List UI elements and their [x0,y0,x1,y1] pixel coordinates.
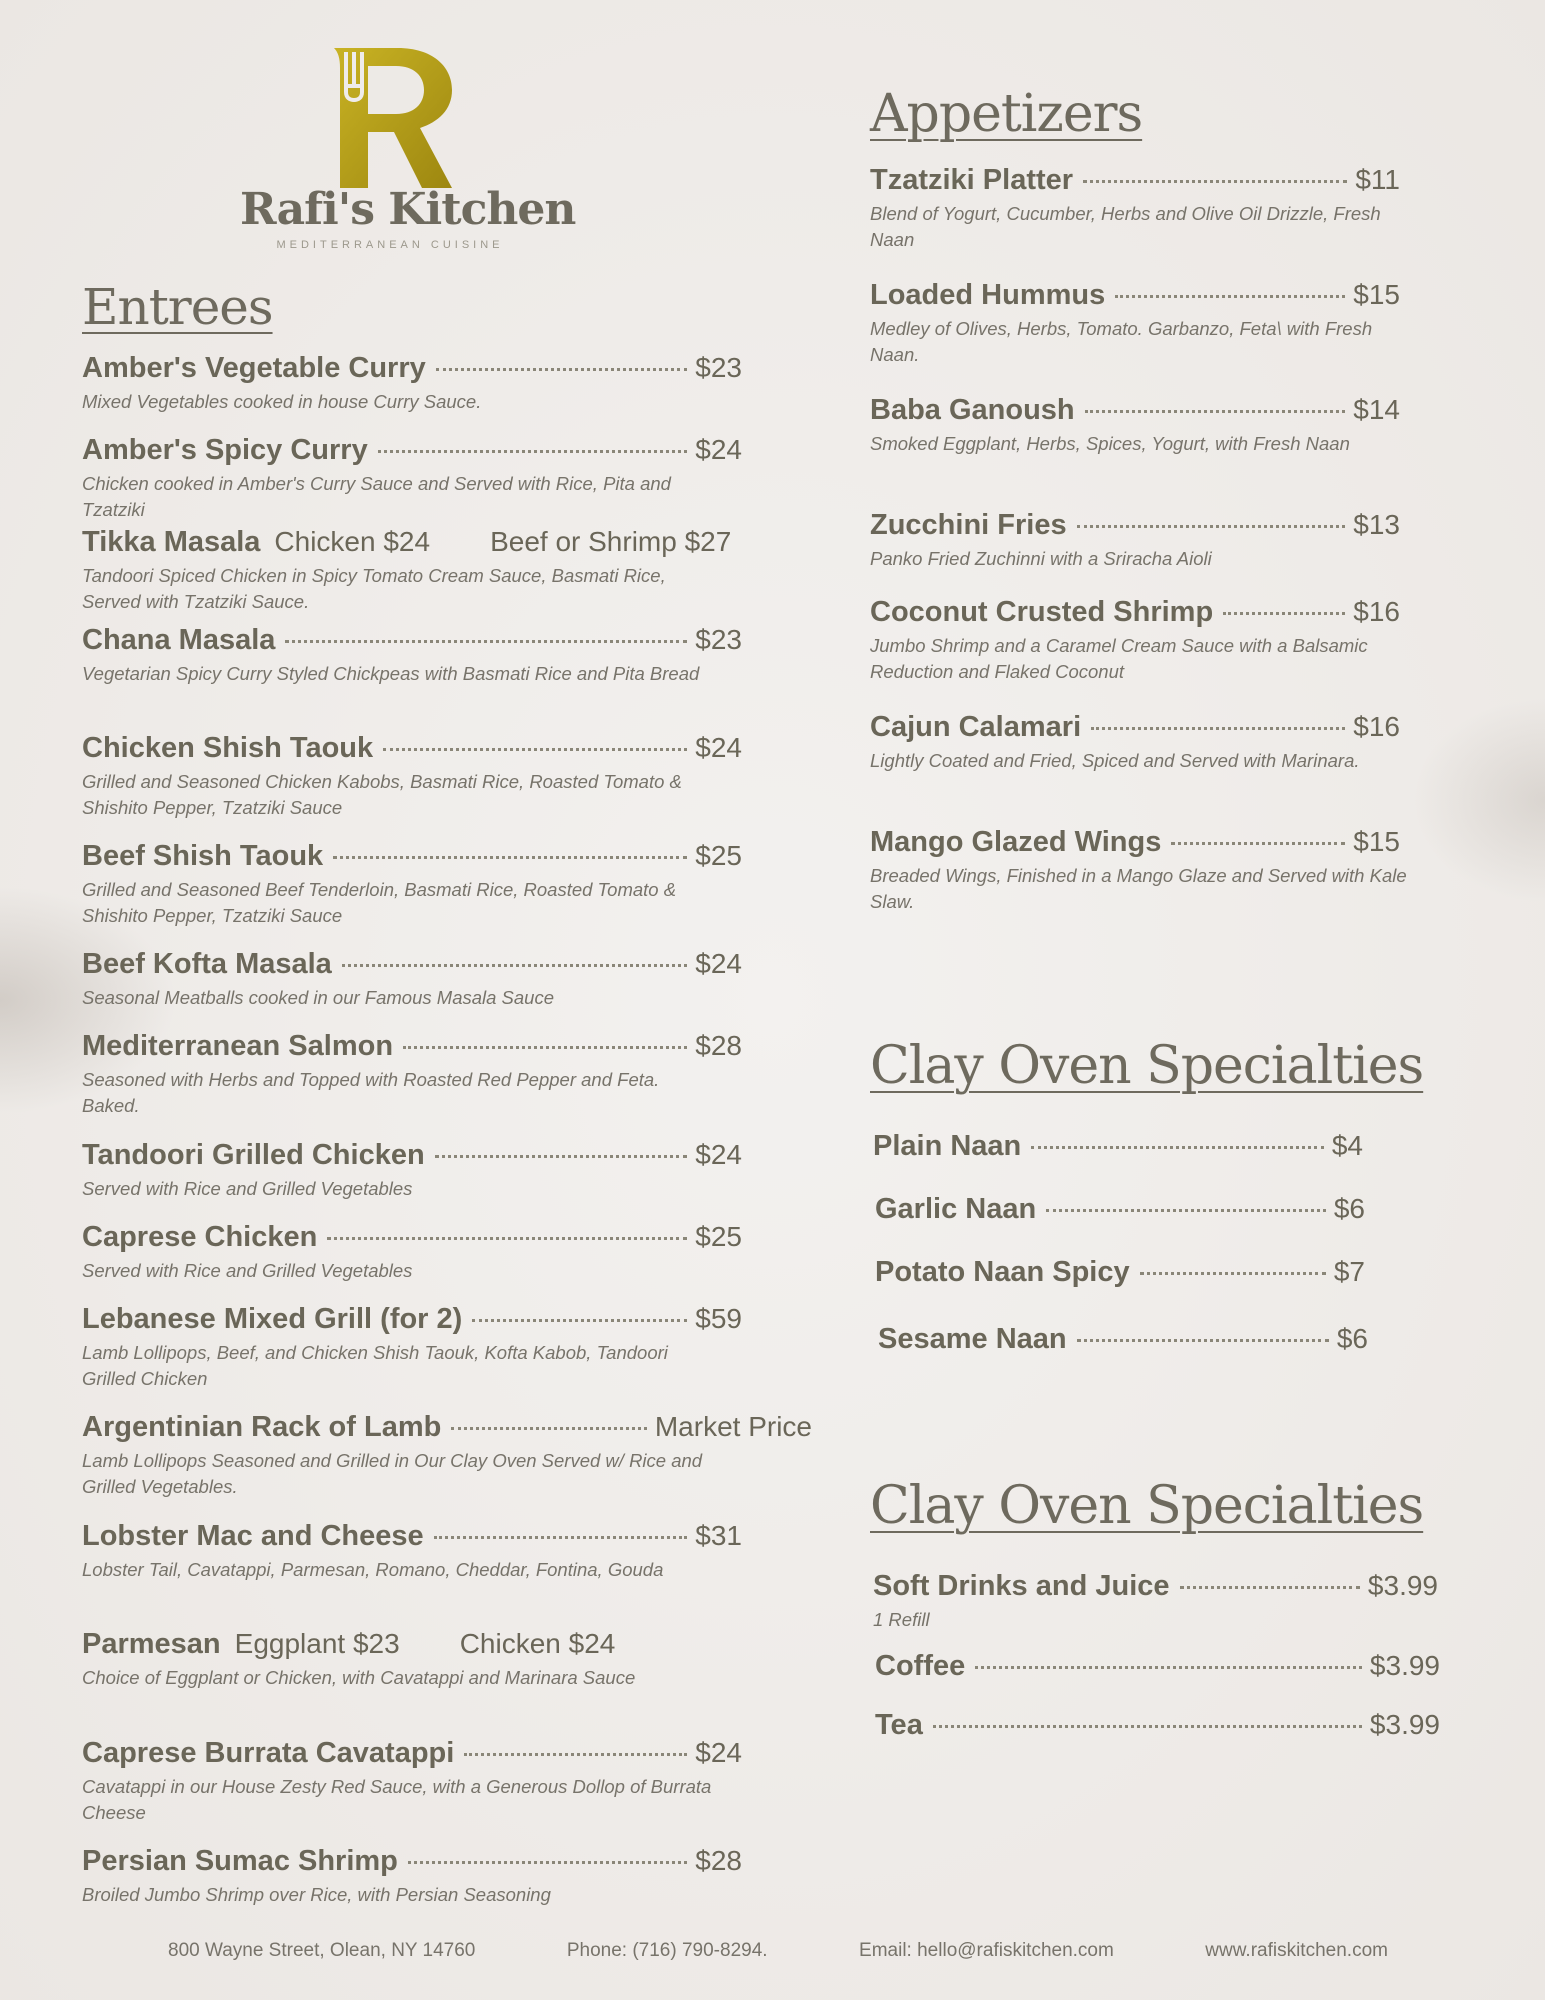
menu-item-header [870,711,1400,744]
menu-item-description: Panko Fried Zuchinni with a Sriracha Aioli [870,548,1212,569]
menu-item-price: $6 [1333,1193,1365,1224]
menu-item-description: Seasoned with Herbs and Topped with Roasted Red Pepper and Feta. Baked. [82,1069,660,1116]
menu-item-name: Parmesan [82,1628,221,1660]
menu-item-header [875,1193,1365,1226]
menu-item-name: Tzatziki Platter [870,164,1074,196]
menu-item-price: $15 [1353,279,1400,310]
menu-item-header [82,1845,742,1878]
menu-item-header [82,840,742,873]
menu-item-header [870,279,1400,312]
menu-item-header [873,1570,1438,1603]
menu-item-name: Caprese Chicken [82,1221,318,1253]
menu-item-name: Chicken Shish Taouk [82,732,374,764]
menu-item [878,1323,1368,1356]
menu-item [875,1193,1365,1226]
menu-item-header [878,1323,1368,1356]
menu-item-name: Zucchini Fries [870,509,1067,541]
menu-item [82,732,742,821]
menu-item-price: $25 [695,1221,742,1252]
menu-item [873,1570,1438,1633]
menu-item-price: $3.99 [1367,1570,1438,1601]
menu-item-variant-price: Eggplant $23 [234,1628,400,1659]
menu-item [870,711,1400,774]
menu-item-name: Chana Masala [82,624,276,656]
menu-item [82,624,742,687]
menu-item-header [82,1030,742,1063]
menu-item [875,1650,1440,1683]
leader-dots [285,640,687,643]
menu-item-description: Lobster Tail, Cavatappi, Parmesan, Romano, Cheddar, Fontina, Gouda [82,1559,664,1580]
leader-dots [1085,410,1346,413]
menu-item-header [870,164,1400,197]
menu-item-name: Coconut Crusted Shrimp [870,596,1214,628]
menu-item-name: Persian Sumac Shrimp [82,1845,398,1877]
menu-item-name: Baba Ganoush [870,394,1075,426]
leader-dots [383,748,687,751]
brand-logo [240,48,576,251]
menu-item-description: Lightly Coated and Fried, Spiced and Served with Marinara. [870,750,1360,771]
menu-item-name: Soft Drinks and Juice [873,1570,1170,1602]
menu-item [82,948,742,1011]
menu-item-name: Amber's Spicy Curry [82,434,368,466]
menu-item-description: Cavatappi in our House Zesty Red Sauce, with a Generous Dollop of Burrata Cheese [82,1776,712,1823]
leader-dots [1046,1209,1326,1212]
menu-item [870,164,1400,253]
menu-item-name: Beef Kofta Masala [82,948,332,980]
footer-website[interactable]: www.rafiskitchen.com [1205,1940,1388,1961]
leader-dots [408,1861,687,1864]
clay-oven-title: Clay Oven Specialties [870,1036,1424,1096]
menu-item [82,1303,742,1392]
appetizers-title: Appetizers [870,84,1143,144]
menu-item-name: Potato Naan Spicy [875,1256,1130,1288]
menu-item-price: $4 [1331,1130,1363,1161]
menu-item-name: Loaded Hummus [870,279,1106,311]
menu-item-description: Served with Rice and Grilled Vegetables [82,1178,413,1199]
fork-r-logo-icon [310,48,470,188]
menu-item-description: Jumbo Shrimp and a Caramel Cream Sauce with a Balsamic Reduction and Flaked Coconut [870,635,1368,682]
menu-item-price: $31 [695,1520,742,1551]
menu-item-header [82,434,742,467]
menu-item-price: $24 [695,434,742,465]
leader-dots [1077,1339,1329,1342]
leader-dots [435,1155,688,1158]
menu-item [82,352,742,415]
menu-item-header [870,394,1400,427]
menu-item-price: $15 [1353,826,1400,857]
leader-dots [1223,612,1345,615]
menu-item-header [82,1303,742,1336]
leader-dots [464,1753,687,1756]
menu-item-description: Grilled and Seasoned Chicken Kabobs, Basmati Rice, Roasted Tomato & Shishito Pepper, Tzatziki Sauce [82,771,682,818]
menu-item-header [82,624,742,657]
menu-item-name: Caprese Burrata Cavatappi [82,1737,455,1769]
menu-item-description: Mixed Vegetables cooked in house Curry Sauce. [82,391,482,412]
menu-item-description: Medley of Olives, Herbs, Tomato. Garbanzo, Feta\ with Fresh Naan. [870,318,1373,365]
leader-dots [1180,1586,1360,1589]
menu-item-description: Chicken cooked in Amber's Curry Sauce and Served with Rice, Pita and Tzatziki [82,473,671,520]
menu-item-header [82,1520,742,1553]
menu-item [82,1030,742,1119]
menu-item [82,840,742,929]
footer-address: 800 Wayne Street, Olean, NY 14760 [168,1940,476,1961]
menu-item-description: Broiled Jumbo Shrimp over Rice, with Persian Seasoning [82,1884,551,1905]
menu-item-name: Mediterranean Salmon [82,1030,394,1062]
menu-item-description: Lamb Lollipops Seasoned and Grilled in Our Clay Oven Served w/ Rice and Grilled Vegetables. [82,1450,703,1497]
menu-item-variant-price: Chicken $24 [274,526,431,557]
menu-item-description: Smoked Eggplant, Herbs, Spices, Yogurt, with Fresh Naan [870,433,1350,454]
menu-item-description: Seasonal Meatballs cooked in our Famous Masala Sauce [82,987,555,1008]
menu-item-header [875,1256,1365,1289]
menu-item-header [870,826,1400,859]
menu-item [870,509,1400,572]
leader-dots [933,1725,1362,1728]
menu-item [870,826,1407,915]
menu-item-price: $59 [695,1303,742,1334]
menu-item-name: Tea [875,1709,923,1741]
menu-item [82,434,742,523]
menu-item-header [82,1411,812,1444]
menu-item [82,1520,742,1583]
menu-item-price: $14 [1353,394,1400,425]
menu-item [82,1737,742,1826]
menu-item-header [82,732,742,765]
leader-dots [378,450,688,453]
entrees-title: Entrees [82,278,273,336]
leader-dots [1083,180,1347,183]
menu-item-description: Breaded Wings, Finished in a Mango Glaze and Served with Kale Slaw. [870,865,1407,912]
menu-item-description: 1 Refill [873,1609,930,1630]
menu-item [82,526,742,615]
menu-item [870,596,1400,685]
menu-item-price: $7 [1333,1256,1365,1287]
leader-dots [436,368,688,371]
menu-item-price: $23 [695,624,742,655]
restaurant-tagline: MEDITERRANEAN CUISINE [276,239,504,251]
menu-item-price: $23 [695,352,742,383]
menu-item-name: Cajun Calamari [870,711,1082,743]
menu-item [82,1845,742,1908]
menu-item [873,1130,1363,1163]
leader-dots [1077,525,1346,528]
menu-item-price: $3.99 [1369,1709,1440,1740]
menu-item-name: Tikka Masala [82,526,261,558]
leader-dots [1171,842,1345,845]
leader-dots [342,964,687,967]
menu-item-header [875,1709,1440,1742]
menu-item-header [82,352,742,385]
menu-item [875,1709,1440,1742]
leader-dots [1140,1272,1326,1275]
menu-item-price: $6 [1336,1323,1368,1354]
leader-dots [451,1427,647,1430]
leader-dots [1031,1146,1324,1149]
leader-dots [472,1319,687,1322]
menu-item-name: Lobster Mac and Cheese [82,1520,424,1552]
menu-item-price: $24 [695,1737,742,1768]
leader-dots [1091,727,1345,730]
menu-item-description: Served with Rice and Grilled Vegetables [82,1260,413,1281]
menu-item [82,1139,742,1202]
menu-item-name: Beef Shish Taouk [82,840,324,872]
menu-item-variant-price: Beef or Shrimp $27 [490,526,732,557]
menu-item-variant-price: Chicken $24 [459,1628,616,1659]
menu-item-name: Sesame Naan [878,1323,1067,1355]
menu-item [870,279,1400,368]
menu-item-name: Mango Glazed Wings [870,826,1162,858]
menu-item-price: $3.99 [1369,1650,1440,1681]
menu-item-header [82,526,742,559]
menu-item-header [82,1221,742,1254]
menu-item [82,1628,742,1691]
menu-item-name: Lebanese Mixed Grill (for 2) [82,1303,463,1335]
menu-item-name: Garlic Naan [875,1193,1037,1225]
menu-item-description: Tandoori Spiced Chicken in Spicy Tomato Cream Sauce, Basmati Rice, Served with Tzatziki Sauce. [82,565,666,612]
leader-dots [327,1237,687,1240]
menu-item-name: Coffee [875,1650,966,1682]
drinks-title: Clay Oven Specialties [870,1476,1424,1536]
menu-item-header [82,948,742,981]
menu-item-name: Argentinian Rack of Lamb [82,1411,442,1443]
menu-item-name: Plain Naan [873,1130,1022,1162]
leader-dots [975,1666,1362,1669]
menu-item-name: Tandoori Grilled Chicken [82,1139,425,1171]
menu-item-price: Market Price [654,1411,812,1442]
menu-item-price: $24 [695,948,742,979]
menu-item-description: Grilled and Seasoned Beef Tenderloin, Basmati Rice, Roasted Tomato & Shishito Pepper, Tzatziki Sauce [82,879,677,926]
menu-item [875,1256,1365,1289]
menu-item-header [870,596,1400,629]
menu-item-header [82,1139,742,1172]
menu-item-price: $11 [1355,164,1400,195]
menu-item-description: Lamb Lollipops, Beef, and Chicken Shish Taouk, Kofta Kabob, Tandoori Grilled Chicken [82,1342,668,1389]
menu-item-description: Choice of Eggplant or Chicken, with Cavatappi and Marinara Sauce [82,1667,636,1688]
menu-item-description: Blend of Yogurt, Cucumber, Herbs and Olive Oil Drizzle, Fresh Naan [870,203,1381,250]
menu-item-price: $28 [695,1030,742,1061]
menu-item-price: $28 [695,1845,742,1876]
menu-item-price: $24 [695,732,742,763]
menu-item-header [873,1130,1363,1163]
menu-item-header [870,509,1400,542]
footer [168,1940,1388,1962]
leader-dots [403,1046,687,1049]
menu-item-price: $13 [1353,509,1400,540]
menu-item-name: Amber's Vegetable Curry [82,352,426,384]
menu-item-header [82,1737,742,1770]
menu-item [82,1221,742,1284]
leader-dots [333,856,687,859]
menu-item [870,394,1400,457]
restaurant-name: Rafi's Kitchen [240,184,576,235]
menu-item-price: $16 [1353,596,1400,627]
leader-dots [434,1536,688,1539]
leader-dots [1115,295,1345,298]
menu-item-header [82,1628,742,1661]
menu-item-price: $24 [695,1139,742,1170]
menu-item-price: $16 [1353,711,1400,742]
menu-item [82,1411,812,1500]
menu-item-description: Vegetarian Spicy Curry Styled Chickpeas with Basmati Rice and Pita Bread [82,663,700,684]
menu-item-price: $25 [695,840,742,871]
footer-phone: Phone: (716) 790-8294. [566,1940,768,1961]
footer-email[interactable]: Email: hello@rafiskitchen.com [859,1940,1114,1961]
menu-item-header [875,1650,1440,1683]
